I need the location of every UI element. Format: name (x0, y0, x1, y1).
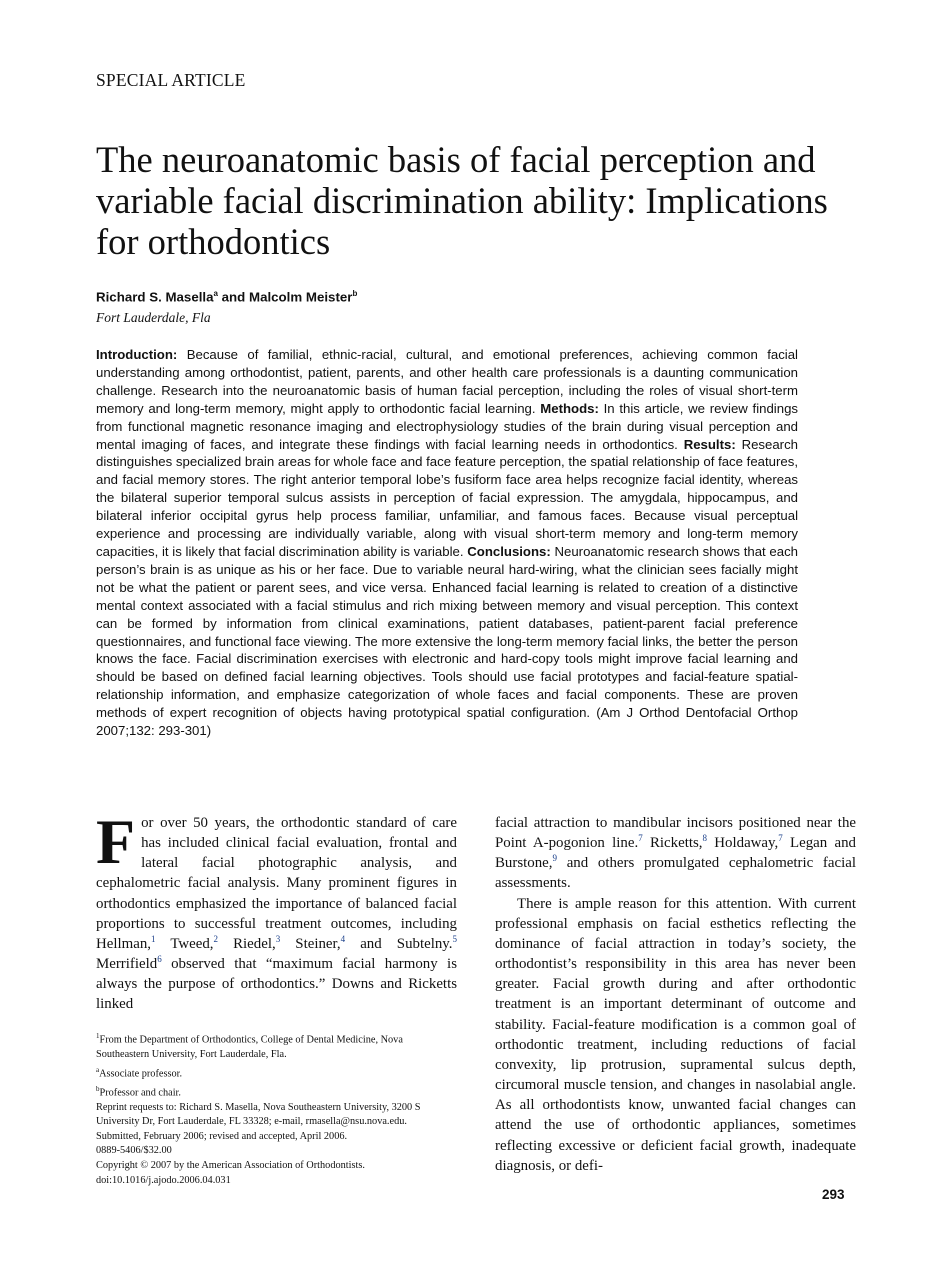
body-text: Holdaway, (707, 835, 779, 852)
abstract-introduction-label: Introduction: (96, 347, 178, 362)
author-name: Malcolm Meister (249, 289, 353, 305)
author-line (96, 289, 357, 304)
body-text: observed that “maximum facial harmony is always the purpose of orthodontics.” Downs and Ricketts linked (96, 956, 457, 1013)
footnote-text: Associate professor. (99, 1068, 183, 1080)
abstract-methods-label: Methods: (540, 400, 599, 416)
reference-link[interactable]: 5 (452, 933, 457, 944)
abstract-conclusions-label: Conclusions: (467, 543, 551, 559)
footnote-mark: a (96, 1065, 100, 1074)
reference-link[interactable]: 3 (275, 933, 281, 944)
reference-link[interactable]: 7 (638, 833, 643, 844)
doi: doi:10.1016/j.ajodo.2006.04.031 (96, 1174, 231, 1186)
issn-price: 0889-5406/$32.00 (96, 1145, 172, 1157)
body-text: Ricketts, (642, 835, 703, 852)
footnote (96, 1029, 457, 1063)
author-affiliation: Fort Lauderdale, Fla (96, 310, 211, 325)
footnote (96, 1063, 457, 1082)
reference-link[interactable]: 6 (157, 954, 162, 965)
drop-cap: F (96, 806, 136, 877)
footnote-text: Professor and chair. (99, 1087, 181, 1099)
footnote (96, 1082, 457, 1101)
copyright-notice: Copyright © 2007 by the American Association of Orthodontists. (96, 1160, 365, 1172)
body-paragraph (96, 806, 457, 1015)
body-text: and Subtelny. (345, 935, 453, 952)
reference-link[interactable]: 1 (151, 933, 156, 944)
section-label: SPECIAL ARTICLE (96, 70, 246, 90)
footnote-mark: b (96, 1084, 100, 1093)
body-column-right (495, 813, 856, 1176)
author-conjunction: and (217, 289, 249, 305)
submission-dates: Submitted, February 2006; revised and accepted, April 2006. (96, 1130, 348, 1142)
footnote-text: From the Department of Orthodontics, College of Dental Medicine, Nova Southeastern University, Fort Lauderdale, Fla. (96, 1034, 403, 1061)
reference-link[interactable]: 7 (778, 833, 783, 844)
reference-link[interactable]: 9 (552, 853, 557, 864)
reference-link[interactable]: 2 (213, 933, 219, 944)
body-text: facial attraction to mandibular incisors positioned near the Point A-pogonion line. (495, 815, 856, 852)
body-text: Merrifield (96, 956, 158, 973)
body-paragraph (495, 813, 856, 894)
author-name: Richard S. Masella (96, 289, 214, 305)
author-affiliation-mark: a (213, 289, 218, 298)
body-text: Steiner, (280, 935, 341, 952)
reference-link[interactable]: 4 (340, 933, 346, 944)
abstract-conclusions-text: Neuroanatomic research shows that each person’s brain is as unique as his or her face. Due to variable neural hard-wiring, what the clinician sees facially might not be what the patient or parent sees, and vice versa. Enhanced facial learning is related to creation of a distinctive mental context associated with a facial stimulus and rich mixing between memory and visual perception. This context can be formed by information from clinical examinations, patient databases, patient-parent facial preference questionnaires, and functional face viewing. The more extensive the long-term memory facial links, the better the person knows the face. Facial discrimination exercises with electronic and hard-copy tools might improve facial learning and should be based on defined facial learning objectives. Tools should use facial prototypes and facial-feature spatial-relationship information, and emphasize categorization of whole faces and facial components. These are proven methods of expert recognition of objects having prototypical spatial configuration. (Am J Orthod Dentofacial Orthop 2007;132: 293-301) (96, 543, 798, 739)
abstract-results-text: Research distinguishes specialized brain areas for whole face and face feature perception, the spatial relationship of face features, and facial memory stores. The right anterior temporal lobe’s fusiform face area helps recognize facial identity, whereas the bilateral superior temporal sulcus assists in perception of facial expression. The amygdala, hippocampus, and bilateral inferior occipital gyrus help process familiar, unfamiliar, and famous faces. Because visual perceptual experience and processing are individually variable, along with visual short-term memory and long-term memory capacities, it is likely that facial discrimination ability is variable. (96, 436, 799, 559)
abstract-introduction-text: Because of familial, ethnic-racial, cultural, and emotional preferences, achieving common facial understanding among orthodontist, patient, parents, and other health care professionals is a daunting communication challenge. Research into the neuroanatomic basis of human facial perception, including the roles of visual short-term memory and long-term memory, might apply to orthodontic facial learning. (96, 347, 798, 416)
body-text: Riedel, (218, 935, 276, 952)
body-paragraph: There is ample reason for this attention. With current professional emphasis on facial esthetics reflecting the dominance of facial attraction in today’s society, the orthodontist’s responsibility in this area has never been greater. Facial growth during and after orthodontic treatment is an important determinant of outcome and stability. Facial-feature modification is a common goal of orthodontic treatment, including reductions of facial convexity, lip protrusion, supramental sulcus depth, circumoral muscle tension, and changes in nasolabial angle. As all orthodontists know, unwanted facial changes can attend the use of orthodontic appliances, sometimes reflecting excessive or deficient facial growth, inadequate diagnosis, or defi- (495, 895, 856, 1174)
page-number: 293 (822, 1187, 845, 1202)
article-title: The neuroanatomic basis of facial perception and variable facial discrimination ability: Implications for orthodontics (96, 139, 828, 262)
body-text: and others promulgated cephalometric facial assessments. (495, 855, 856, 892)
body-text: Legan and Burstone, (495, 835, 857, 872)
body-column-left (96, 806, 457, 1015)
abstract-results-label: Results: (683, 436, 736, 452)
body-text: Tweed, (155, 935, 214, 952)
body-text: or over 50 years, the orthodontic standard of care has included clinical facial evaluation, frontal and lateral facial photographic analysis, and cephalometric facial analysis. Many prominent figures in orthodontics emphasized the importance of balanced facial proportions to successful treatment outcomes, including Hellman, (96, 815, 457, 952)
abstract (96, 346, 798, 740)
footnote-mark: 1 (96, 1032, 100, 1040)
footnotes (96, 1029, 457, 1188)
author-affiliation-mark: b (352, 289, 358, 298)
reference-link[interactable]: 8 (702, 833, 708, 844)
reprint-requests: Reprint requests to: Richard S. Masella, Nova Southeastern University, 3200 S University Dr, Fort Lauderdale, FL 33328; e-mail, rmasella@nsu.nova.edu. (96, 1101, 421, 1128)
abstract-methods-text: In this article, we review findings from functional magnetic resonance imaging and electrophysiology studies of the brain during visual perception and mental imaging of faces, and integrate these findings with facial learning needs in orthodontics. (96, 400, 798, 452)
